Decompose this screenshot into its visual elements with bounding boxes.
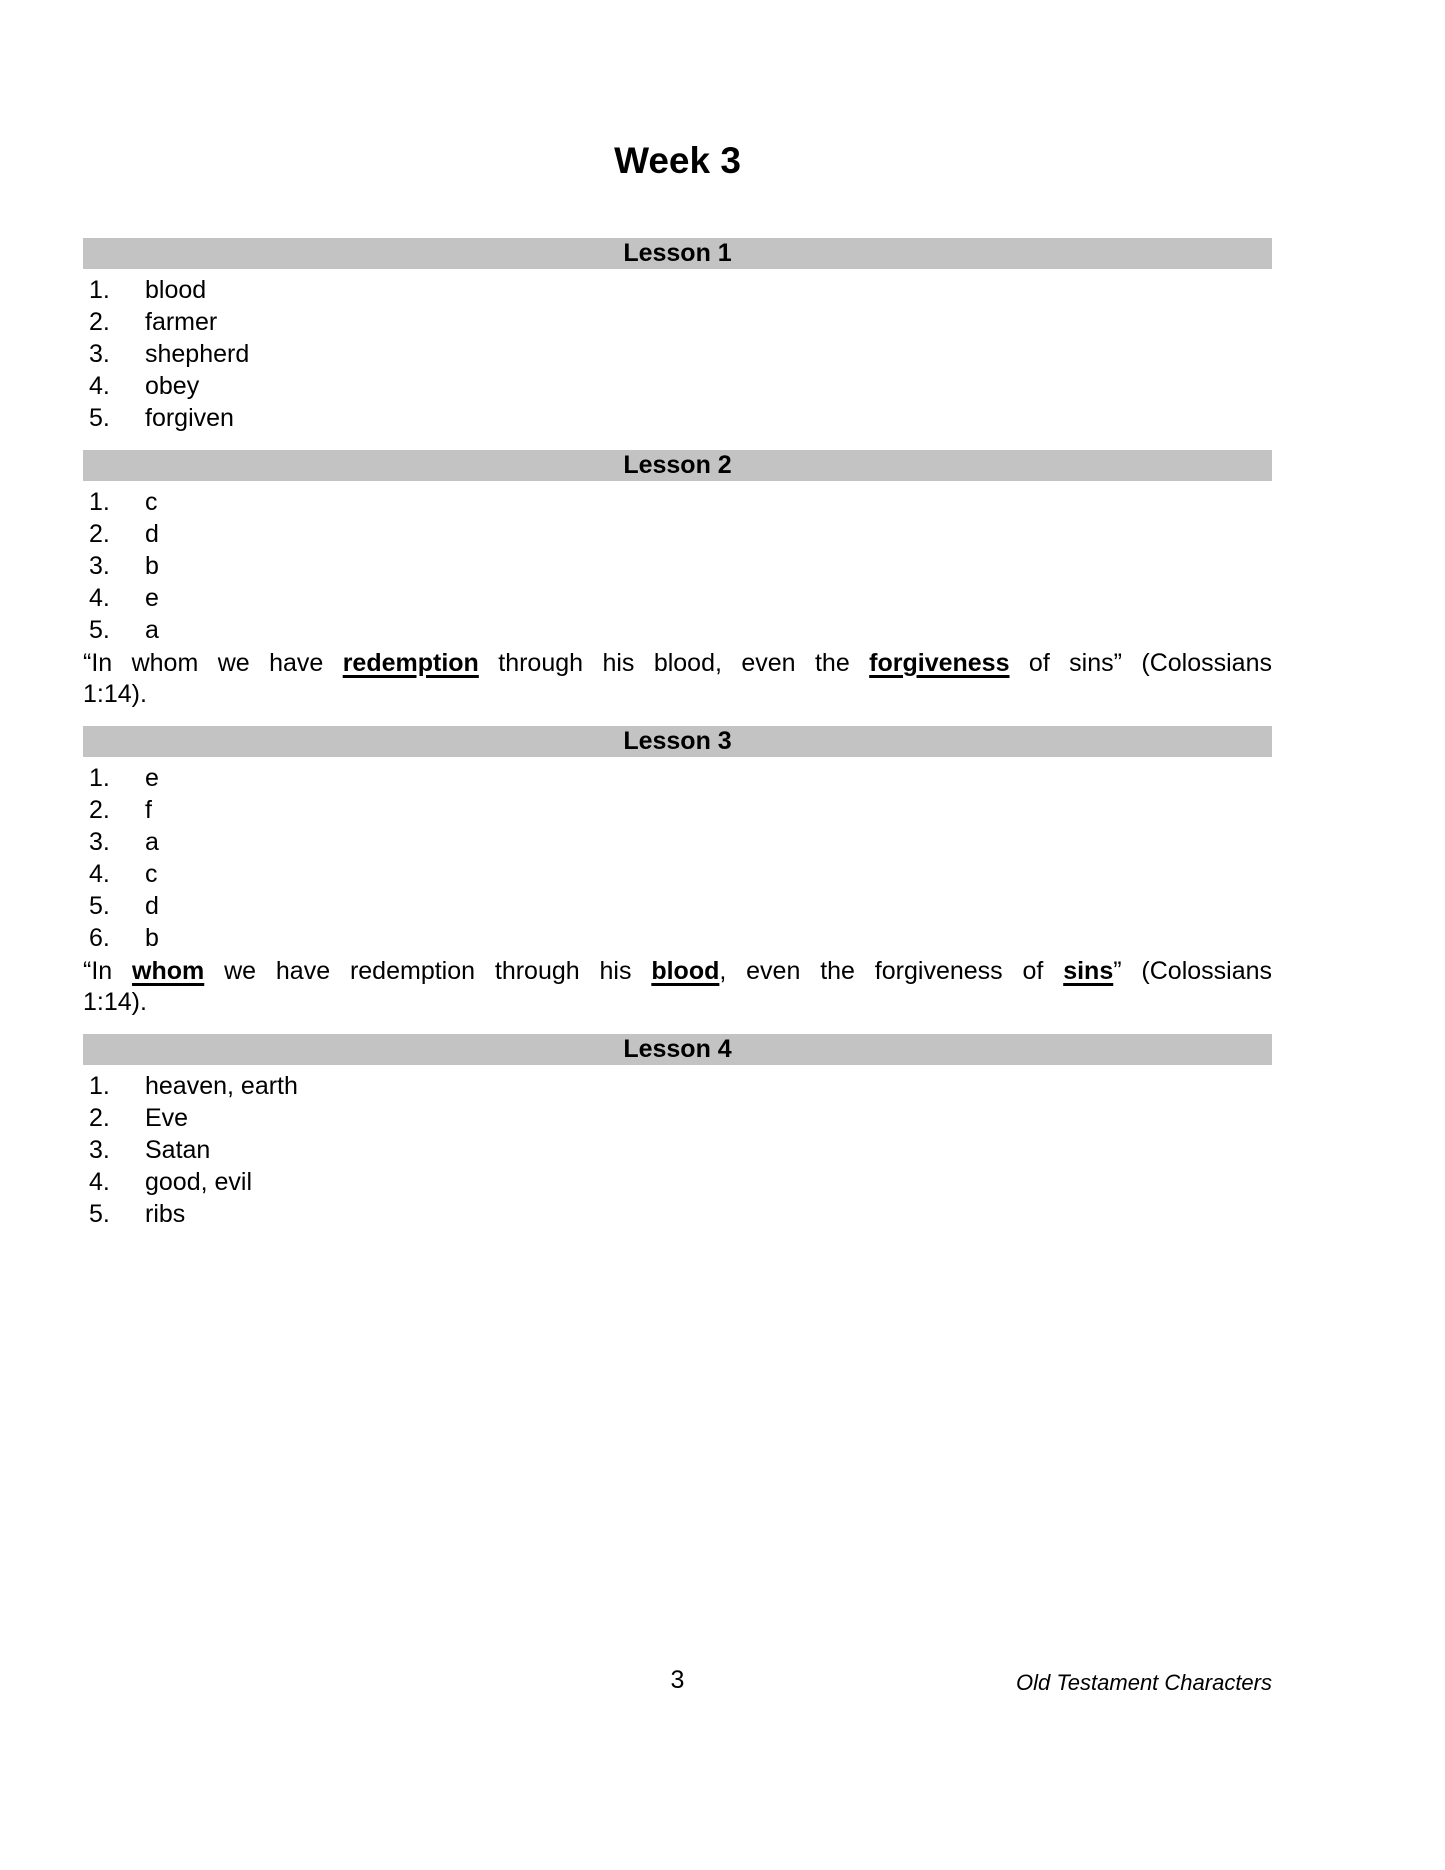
answer-text: d <box>145 892 159 920</box>
answer-text: good, evil <box>145 1168 253 1196</box>
answer-number: 2. <box>89 1104 110 1132</box>
page-number: 3 <box>670 1666 685 1694</box>
lesson-banner <box>83 726 1272 757</box>
answer-row <box>83 614 1272 646</box>
answer-text: blood <box>145 276 207 304</box>
quote-segment: , even the forgiveness of <box>719 957 1064 985</box>
answer-list <box>83 486 1272 646</box>
answer-text: c <box>145 488 158 516</box>
answer-row <box>83 402 1272 434</box>
verse-quote <box>83 956 1272 1018</box>
answer-row <box>83 550 1272 582</box>
answer-text: obey <box>145 372 200 400</box>
quote-keyword: redemption <box>342 649 479 677</box>
answer-row <box>83 338 1272 370</box>
answer-row <box>83 1166 1272 1198</box>
answer-list <box>83 762 1272 954</box>
answer-number: 4. <box>89 584 110 612</box>
answer-row <box>83 890 1272 922</box>
answer-text: b <box>145 924 159 952</box>
answer-number: 3. <box>89 552 110 580</box>
answer-text: forgiven <box>145 404 234 432</box>
quote-keyword: whom <box>132 957 205 985</box>
page-content <box>83 0 1272 1246</box>
verse-quote <box>83 648 1272 710</box>
answer-row <box>83 518 1272 550</box>
quote-segment: “In <box>83 957 133 985</box>
quote-segment: ” (Colossians <box>1113 957 1273 985</box>
answer-number: 3. <box>89 828 110 856</box>
quote-segment: “In whom we have <box>83 649 343 677</box>
lesson-title: Lesson 1 <box>623 239 732 267</box>
answer-text: ribs <box>145 1200 186 1228</box>
quote-segment: 1:14). <box>83 680 147 708</box>
answer-text: d <box>145 520 159 548</box>
answer-row <box>83 1102 1272 1134</box>
answer-row <box>83 794 1272 826</box>
answer-row <box>83 826 1272 858</box>
answer-number: 1. <box>89 1072 110 1100</box>
answer-text: Satan <box>145 1136 211 1164</box>
answer-number: 4. <box>89 372 110 400</box>
book-title: Old Testament Characters <box>1016 1670 1272 1695</box>
answer-number: 5. <box>89 404 110 432</box>
quote-keyword: forgiveness <box>869 649 1010 677</box>
answer-row <box>83 1198 1272 1230</box>
answer-number: 3. <box>89 1136 110 1164</box>
answer-text: f <box>145 796 152 824</box>
answer-row <box>83 486 1272 518</box>
lesson-title: Lesson 2 <box>623 451 732 479</box>
lesson-banner <box>83 450 1272 481</box>
answer-number: 4. <box>89 860 110 888</box>
answer-row <box>83 1134 1272 1166</box>
answer-number: 1. <box>89 488 110 516</box>
lesson-section <box>83 238 1272 434</box>
answer-row <box>83 762 1272 794</box>
lessons-container <box>83 238 1272 1230</box>
answer-number: 5. <box>89 892 110 920</box>
page-footer <box>83 1666 1272 1700</box>
lesson-section <box>83 726 1272 1018</box>
answer-row <box>83 1070 1272 1102</box>
answer-text: e <box>145 584 159 612</box>
quote-segment: of sins” (Colossians <box>1009 649 1272 677</box>
answer-number: 2. <box>89 308 110 336</box>
quote-keyword: blood <box>651 957 720 985</box>
quote-segment: we have redemption through his <box>204 957 652 985</box>
quote-line <box>83 987 1272 1018</box>
lesson-title: Lesson 3 <box>623 727 732 755</box>
answer-row <box>83 922 1272 954</box>
answer-number: 4. <box>89 1168 110 1196</box>
answer-text: c <box>145 860 158 888</box>
answer-number: 1. <box>89 764 110 792</box>
answer-list <box>83 274 1272 434</box>
answer-row <box>83 306 1272 338</box>
answer-text: a <box>145 828 159 856</box>
quote-line <box>83 648 1272 679</box>
answer-number: 1. <box>89 276 110 304</box>
page-title: Week 3 <box>614 140 741 181</box>
answer-text: shepherd <box>145 340 250 368</box>
quote-line <box>83 956 1272 987</box>
answer-text: b <box>145 552 159 580</box>
answer-number: 6. <box>89 924 110 952</box>
answer-row <box>83 582 1272 614</box>
answer-number: 2. <box>89 520 110 548</box>
lesson-title: Lesson 4 <box>623 1035 732 1063</box>
lesson-banner <box>83 1034 1272 1065</box>
answer-row <box>83 274 1272 306</box>
quote-segment: 1:14). <box>83 988 147 1016</box>
lesson-banner <box>83 238 1272 269</box>
answer-row <box>83 858 1272 890</box>
lesson-section <box>83 450 1272 710</box>
answer-number: 3. <box>89 340 110 368</box>
answer-text: Eve <box>145 1104 189 1132</box>
quote-segment: through his blood, even the <box>478 649 870 677</box>
answer-text: heaven, earth <box>145 1072 298 1100</box>
answer-text: a <box>145 616 159 644</box>
lesson-section <box>83 1034 1272 1230</box>
answer-row <box>83 370 1272 402</box>
answer-number: 5. <box>89 1200 110 1228</box>
answer-text: e <box>145 764 159 792</box>
quote-line <box>83 679 1272 710</box>
answer-number: 2. <box>89 796 110 824</box>
answer-number: 5. <box>89 616 110 644</box>
answer-list <box>83 1070 1272 1230</box>
answer-text: farmer <box>145 308 218 336</box>
quote-keyword: sins <box>1063 957 1114 985</box>
